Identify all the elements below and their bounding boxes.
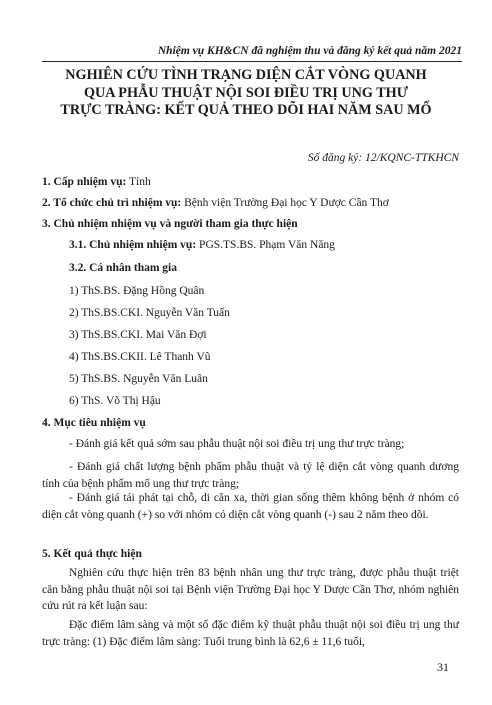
lead-investigator-value: PGS.TS.BS. Phạm Văn Năng: [196, 239, 335, 251]
member-item: 4) ThS.BS.CKII. Lê Thanh Vũ: [69, 351, 211, 363]
results-paragraph: Đặc điểm lâm sàng và một số đặc điểm kỹ thuật phẫu thuật nội soi điều trị ung thư trực tràng: (1) Đặc điểm lâm sàng: Tuổi trung bình là 62,6 ± 11,6 tuổi,: [42, 619, 459, 648]
objective-item: - Đánh giá chất lượng bệnh phẩm phẫu thuật và tỷ lệ diện cắt vòng quanh dương tính của bệnh phẩm mổ ung thư trực tràng;: [42, 461, 459, 490]
section-1: [42, 175, 151, 189]
lead-investigator: [69, 238, 335, 252]
section-2-label: 2. Tổ chức chủ trì nhiệm vụ:: [42, 197, 182, 209]
section-1-label: 1. Cấp nhiệm vụ:: [42, 176, 127, 188]
section-5-heading: 5. Kết quả thực hiện: [42, 548, 142, 560]
section-2: [42, 196, 389, 210]
member-item: 6) ThS. Võ Thị Hậu: [69, 395, 161, 407]
objective-item: - Đánh giá tái phát tại chỗ, di căn xa, thời gian sống thêm không bệnh ở nhóm có diện cắt vòng quanh (+) so với nhóm có diện cắt vòng quanh (-) sau 2 năm theo dõi.: [42, 492, 459, 521]
page-number: 31: [437, 660, 449, 674]
member-item: 3) ThS.BS.CKI. Mai Văn Đợi: [69, 329, 207, 341]
member-item: 5) ThS.BS. Nguyễn Văn Luân: [69, 373, 208, 385]
section-1-value: Tỉnh: [126, 176, 151, 188]
title-line: QUA PHẪU THUẬT NỘI SOI ĐIỀU TRỊ UNG THƯ: [83, 84, 408, 101]
section-2-value: Bệnh viện Trường Đại học Y Dược Cần Thơ: [181, 197, 389, 209]
document-title: [30, 67, 462, 120]
objective-item: - Đánh giá kết quả sớm sau phẫu thuật nội soi điều trị ung thư trực tràng;: [69, 438, 405, 450]
section-3-heading: 3. Chủ nhiệm nhiệm vụ và người tham gia thực hiện: [42, 218, 298, 230]
running-header: Nhiệm vụ KH&CN đã nghiệm thu và đăng ký kết quả năm 2021: [157, 45, 462, 57]
lead-investigator-label: 3.1. Chủ nhiệm nhiệm vụ:: [69, 239, 197, 251]
title-line: NGHIÊN CỨU TÌNH TRẠNG DIỆN CẮT VÒNG QUANH: [65, 67, 427, 83]
header-rule: [42, 61, 462, 62]
member-item: 1) ThS.BS. Đặng Hồng Quân: [69, 285, 205, 297]
registration-number: Số đăng ký: 12/KQNC-TTKHCN: [307, 152, 459, 164]
section-4-heading: 4. Mục tiêu nhiệm vụ: [42, 417, 146, 429]
results-paragraph: Nghiên cứu thực hiện trên 83 bệnh nhân ung thư trực tràng, được phẫu thuật triệt căn bằng phẫu thuật nội soi tại Bệnh viện Trường Đại học Y Dược Cần Thơ, nhóm nghiên cứu rút ra kết luận sau:: [42, 567, 459, 612]
title-line: TRỰC TRÀNG: KẾT QUẢ THEO DÕI HAI NĂM SAU MỔ: [60, 102, 432, 118]
members-heading: 3.2. Cá nhân tham gia: [69, 262, 177, 274]
member-item: 2) ThS.BS.CKI. Nguyễn Văn Tuấn: [69, 307, 230, 319]
